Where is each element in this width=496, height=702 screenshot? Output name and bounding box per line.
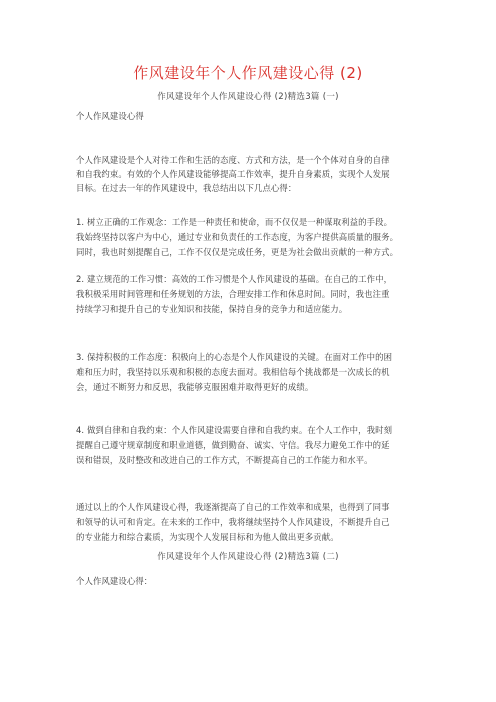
point-2-line: 2. 建立规范的工作习惯：高效的工作习惯是个人作风建设的基础。在自己的工作中， bbox=[76, 274, 393, 284]
document-title: 作风建设年个人作风建设心得 (2) bbox=[133, 64, 363, 82]
point-2-line: 持续学习和提升自己的专业知识和技能，保持自身的竞争力和适应能力。 bbox=[76, 304, 348, 314]
point-2-line: 我积极采用时间管理和任务规划的方法，合理安排工作和休息时间。同时，我也注重 bbox=[76, 289, 390, 299]
intro-line: 个人作风建设是个人对待工作和生活的态度、方式和方法，是一个个体对自身的自律 bbox=[76, 155, 390, 165]
point-3-line: 难和压力时，我坚持以乐观和积极的态度去面对。我相信每个挑战都是一次成长的机 bbox=[76, 367, 390, 377]
point-4-line: 误和错误，及时整改和改进自己的工作方式，不断提高自己的工作能力和水平。 bbox=[76, 455, 373, 465]
point-3-line: 会，通过不断努力和反思，我能够克服困难并取得更好的成绩。 bbox=[76, 382, 314, 392]
section-subtitle-1: 作风建设年个人作风建设心得 (2)精选3篇 (一) bbox=[157, 92, 339, 102]
conclusion-line: 和领导的认可和肯定。在未来的工作中，我将继续坚持个人作风建设，不断提升自己 bbox=[76, 517, 390, 527]
conclusion-line: 的专业能力和综合素质，为实现个人发展目标和为他人做出更多贡献。 bbox=[76, 532, 339, 542]
section-heading-2: 个人作风建设心得： bbox=[76, 576, 153, 586]
intro-line: 目标。在过去一年的作风建设中，我总结出以下几点心得： bbox=[76, 183, 297, 193]
point-1-line: 我始终坚持以客户为中心，通过专业和负责任的工作态度，为客户提供高质量的服务。 bbox=[76, 232, 399, 242]
section-subtitle-2: 作风建设年个人作风建设心得 (2)精选3篇 (二) bbox=[157, 552, 339, 562]
point-4-line: 提醒自己遵守规章制度和职业道德，做到勤奋、诚实、守信。我尽力避免工作中的延 bbox=[76, 440, 390, 450]
point-1-line: 1. 树立正确的工作观念：工作是一种责任和使命，而不仅仅是一种谋取利益的手段。 bbox=[76, 217, 393, 227]
point-3-line: 3. 保持积极的工作态度：积极向上的心态是个人作风建设的关键。在面对工作中的困 bbox=[76, 352, 393, 362]
point-1-line: 同时，我也时刻提醒自己，工作不仅仅是完成任务，更是为社会做出贡献的一种方式。 bbox=[76, 247, 399, 257]
intro-line: 和自我约束。有效的个人作风建设能够提高工作效率，提升自身素质，实现个人发展 bbox=[76, 169, 390, 179]
point-4-line: 4. 做到自律和自我约束：个人作风建设需要自律和自我约束。在个人工作中，我时刻 bbox=[76, 425, 393, 435]
section-heading-1: 个人作风建设心得 bbox=[76, 111, 144, 121]
conclusion-line: 通过以上的个人作风建设心得，我逐渐提高了自己的工作效率和成果，也得到了同事 bbox=[76, 502, 390, 512]
